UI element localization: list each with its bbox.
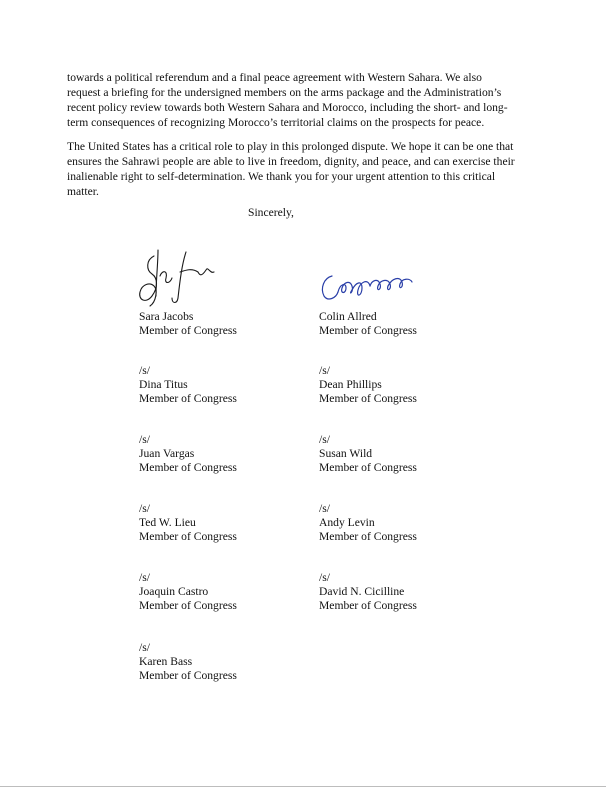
signatory-ted-lieu — [139, 502, 237, 544]
signatory-karen-bass — [139, 641, 237, 683]
conformed-signature: /s/ — [319, 502, 330, 515]
signature-allred — [318, 270, 416, 304]
signatory-title: Member of Congress — [139, 599, 237, 612]
paragraph-critical-role: The United States has a critical role to play in this prolonged dispute. We hope it can be one that ensures the Sahrawi people are able to live in freedom, dignity, and peace, and can exercise their inalienable right to self-determination. We thank you for your urgent attention to this critical matter. — [67, 140, 515, 198]
signatory-name: Colin Allred — [319, 310, 377, 323]
conformed-signature: /s/ — [139, 571, 150, 584]
signatory-title: Member of Congress — [139, 461, 237, 474]
signatory-susan-wild — [319, 433, 417, 475]
signature-jacobs — [136, 246, 216, 310]
conformed-signature: /s/ — [319, 433, 330, 446]
signatory-name: Joaquin Castro — [139, 585, 209, 598]
signatory-name: Andy Levin — [319, 516, 375, 529]
signatory-name: Juan Vargas — [139, 447, 195, 460]
signatory-joaquin-castro — [139, 571, 237, 613]
signatory-name: Susan Wild — [319, 447, 373, 460]
signatory-colin-allred — [319, 310, 417, 338]
signatory-title: Member of Congress — [319, 530, 417, 543]
signatory-juan-vargas — [139, 433, 237, 475]
signatory-name: Dean Phillips — [319, 378, 382, 391]
signatory-name: Dina Titus — [139, 378, 188, 391]
signatory-title: Member of Congress — [319, 324, 417, 337]
signatory-name: Ted W. Lieu — [139, 516, 196, 529]
signatory-name: David N. Cicilline — [319, 585, 405, 598]
signatory-title: Member of Congress — [319, 392, 417, 405]
paragraph-referendum: towards a political referendum and a final peace agreement with Western Sahara. We also request a briefing for the undersigned members on the arms package and the Administration’s recent policy review towards both Western Sahara and Morocco, including the short- and long- term consequences of recognizing Morocco’s territorial claims on the prospects for peace. — [67, 71, 508, 129]
signatory-dina-titus — [139, 364, 237, 406]
signatory-title: Member of Congress — [319, 599, 417, 612]
signatory-david-cicilline — [319, 571, 417, 613]
conformed-signature: /s/ — [139, 433, 150, 446]
signatory-andy-levin — [319, 502, 417, 544]
signatory-title: Member of Congress — [139, 669, 237, 682]
signatory-name: Karen Bass — [139, 655, 193, 668]
conformed-signature: /s/ — [319, 364, 330, 377]
conformed-signature: /s/ — [139, 641, 150, 654]
conformed-signature: /s/ — [319, 571, 330, 584]
signatory-name: Sara Jacobs — [139, 310, 194, 323]
signatory-title: Member of Congress — [319, 461, 417, 474]
signatory-title: Member of Congress — [139, 530, 237, 543]
signatory-dean-phillips — [319, 364, 417, 406]
conformed-signature: /s/ — [139, 502, 150, 515]
conformed-signature: /s/ — [139, 364, 150, 377]
signatory-sara-jacobs — [139, 310, 237, 338]
closing: Sincerely, — [248, 206, 294, 219]
signatory-title: Member of Congress — [139, 392, 237, 405]
signatory-title: Member of Congress — [139, 324, 237, 337]
page-bottom-rule — [0, 786, 606, 787]
